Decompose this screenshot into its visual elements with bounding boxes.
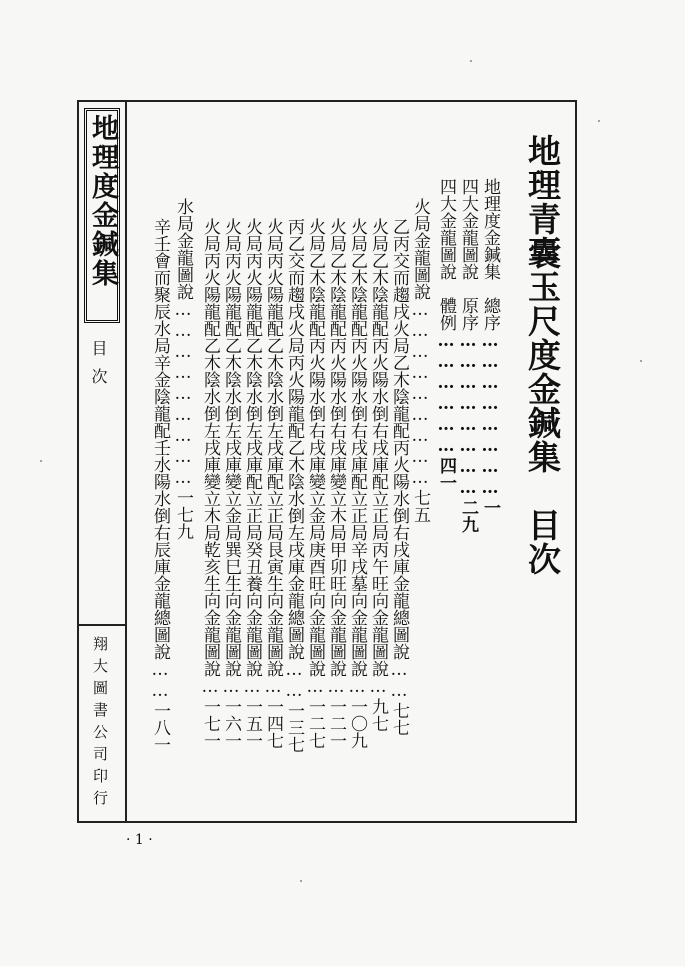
paper-speck <box>470 60 472 62</box>
toc-entry: 火局乙木陰龍配丙火陽水倒右戌庫變立木局甲卯旺向金龍圖說…一二一 <box>326 218 346 749</box>
toc-entry: 乙丙交而趨戌火局乙木陰龍配丙火陽水倒右戌庫金龍總圖說……七七 <box>389 218 409 736</box>
toc-entry: 四大金龍圖說 體例………………四一 <box>436 178 456 491</box>
toc-entry: 辛壬會而聚辰水局辛金陰龍配壬水陽水倒右辰庫金龍總圖說……一八一 <box>150 218 170 753</box>
toc-entry: 火局丙火陽龍配乙木陰水倒左戌庫配立正局艮寅生向金龍圖說…一四七 <box>263 218 283 749</box>
publisher-label: 翔大圖書公司印行 <box>91 636 109 812</box>
paper-speck <box>640 360 642 362</box>
toc-entry: 丙乙交而趨戌火局丙火陽龍配乙木陰水倒左戌庫金龍總圖說……一三七 <box>284 218 304 753</box>
paper-speck <box>598 120 600 122</box>
toc-entry: 地理度金鍼集 總序……………………一 <box>480 178 500 516</box>
toc-entry: 火局乙木陰龍配丙火陽水倒右戌庫配立正局丙午旺向金龍圖說…九七 <box>368 218 388 732</box>
toc-entry: 火局丙火陽龍配乙木陰水倒左戌庫變立金局巽巳生向金龍圖說…一六一 <box>221 218 241 749</box>
paper-speck <box>40 460 42 462</box>
toc-entry: 火局乙木陰龍配丙火陽水倒右戌庫變立金局庚酉旺向金龍圖說…一二七 <box>305 218 325 749</box>
toc-entry: 火局丙火陽龍配乙木陰水倒左戌庫變立木局乾亥生向金龍圖說…一七一 <box>200 218 220 749</box>
page-number: · 1 · <box>126 832 153 848</box>
toc-entry: 火局丙火陽龍配乙木陰水倒左戌庫配立正局癸丑養向金龍圖說…一五一 <box>242 218 262 749</box>
toc-entry: 四大金龍圖說 原序……………………二九 <box>458 178 478 533</box>
book-title-box <box>84 108 120 323</box>
margin-section-label: 目次 <box>89 340 108 396</box>
book-title: 地理度金鍼集 <box>87 114 118 288</box>
margin-divider <box>77 624 127 626</box>
toc-entry: 火局乙木陰龍配丙火陽水倒右戌庫配立正局辛戌墓向金龍圖說…一〇九 <box>347 218 367 749</box>
paper-speck <box>300 880 302 882</box>
toc-entry: 火局金龍圖說………………………七五 <box>410 198 430 523</box>
toc-entry: 水局金龍圖說………………………一七九 <box>173 198 193 540</box>
page-title: 地理青囊玉尺度金鍼集 目次 <box>523 134 562 576</box>
